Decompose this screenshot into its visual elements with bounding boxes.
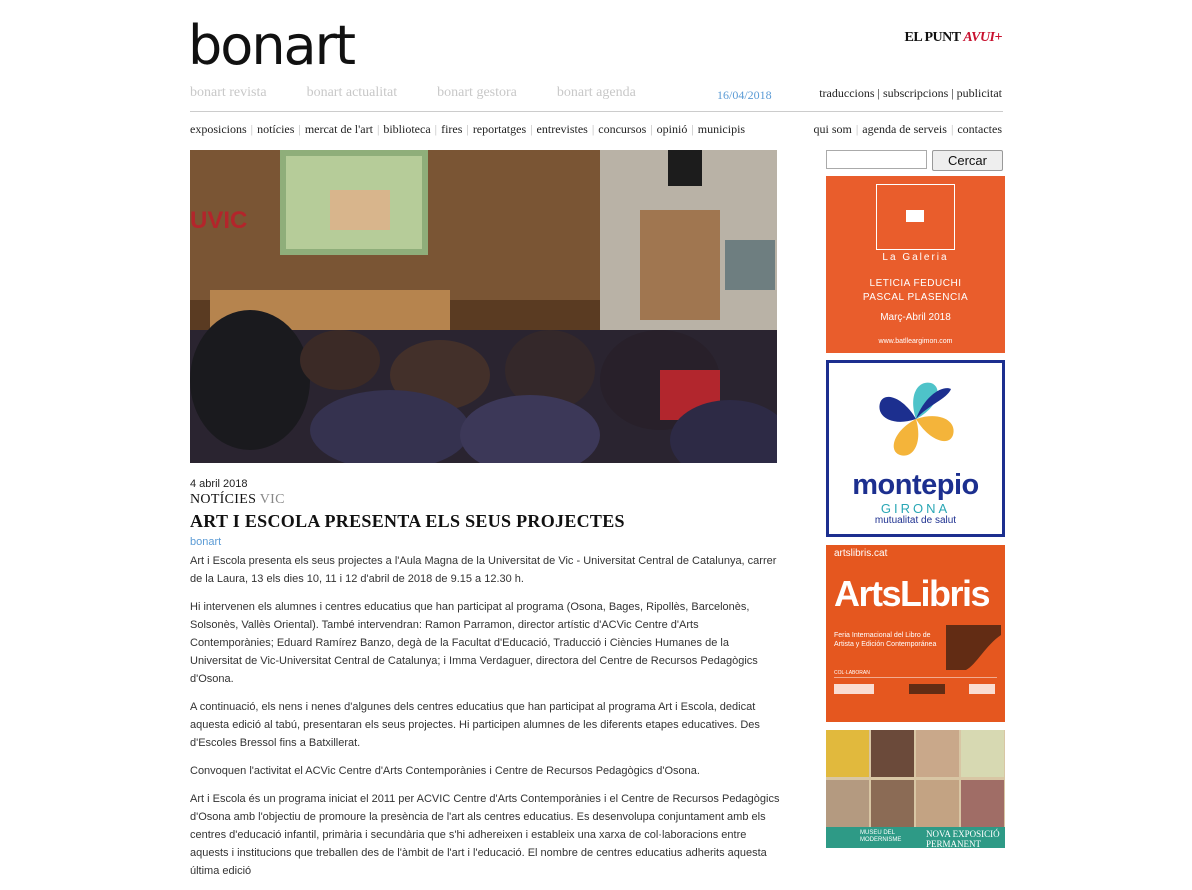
svg-text:UVIC: UVIC <box>190 207 248 234</box>
nav-concursos[interactable]: concursos <box>598 122 647 136</box>
separator: | <box>691 122 694 136</box>
link-publicitat[interactable]: publicitat <box>956 86 1002 100</box>
artslibris-title: ArtsLibris <box>834 573 990 614</box>
artwork-tile <box>826 730 869 777</box>
artwork-tile <box>871 780 914 827</box>
nav-noticies[interactable]: notícies <box>257 122 295 136</box>
article-author[interactable]: bonart <box>190 536 222 548</box>
search-input[interactable] <box>826 150 927 169</box>
top-links <box>819 86 1002 101</box>
montepio-flower-icon <box>873 375 959 465</box>
separator: | <box>434 122 438 136</box>
galeria-logo-square <box>906 210 924 222</box>
artwork-tile <box>871 730 914 777</box>
article-paragraph: Art i Escola presenta els seus projectes a l'Aula Magna de la Universitat de Vic - Universitat Central de Catalunya, carrer de la Laura, 13 els dies 10, 11 i 12 d'abril de 2018 de 9.15 a 12.30 h. <box>190 555 777 585</box>
artwork-tile <box>826 780 869 827</box>
separator: | <box>877 86 880 100</box>
nav-exposicions[interactable]: exposicions <box>190 122 247 136</box>
tab-actualitat[interactable]: bonart actualitat <box>306 85 398 100</box>
article-date: 4 abril 2018 <box>190 478 248 490</box>
article-section <box>190 492 285 508</box>
tab-agenda[interactable]: bonart agenda <box>556 85 636 100</box>
galeria-url: www.batlleargimon.com <box>878 338 953 345</box>
separator: | <box>250 122 254 136</box>
nav-qui-som[interactable]: qui som <box>813 122 852 136</box>
nav-contactes[interactable]: contactes <box>957 122 1002 136</box>
galeria-dates: Març-Abril 2018 <box>880 312 951 323</box>
article-photo <box>190 150 777 463</box>
article-paragraph: Hi intervenen els alumnes i centres educatius que han participat al programa (Osona, Bages, Ripollès, Barcelonès, Solsonès, Vallès Oriental). També intervendran: Ramon Parramon, director artístic d'ACVic Centre d'Arts Contemporànies; Eduard Ramírez Banzo, degà de la Facultat d'Educació, Traducció i Ciències Humanes de la Universitat de Vic-Universitat Central de Catalunya; i Imma Verdaguer, directora del Centre de Recursos Pedagògics d'Osona. <box>190 601 758 685</box>
museu-banner <box>826 827 1005 848</box>
article-paragraph: A continuació, els nens i nenes d'algunes dels centres educatius que han participat al programa Art i Escola, dedicat aquesta edició al tabú, presentaran els seus projectes. Hi participen alumnes de les diferents etapes educatives. Des d'Escoles Bressol fins a Batxillerat. <box>190 701 760 749</box>
artwork-tile <box>961 730 1004 777</box>
galeria-name: La Galeria <box>882 252 949 263</box>
partner-logo[interactable] <box>905 30 1002 46</box>
separator: | <box>950 122 954 136</box>
separator: | <box>951 86 954 100</box>
section-location[interactable]: VIC <box>259 492 285 507</box>
nav-entrevistes[interactable]: entrevistes <box>536 122 588 136</box>
ad-museu-modernisme[interactable] <box>826 730 1005 848</box>
nav-opinio[interactable]: opinió <box>656 122 688 136</box>
site-logo[interactable]: bonart <box>188 14 355 77</box>
nav-agenda-serveis[interactable]: agenda de serveis <box>862 122 947 136</box>
artslibris-subtitle: Feria Internacional del Libro de Artista y Edición Contemporánea <box>834 632 937 648</box>
ad-montepio[interactable] <box>826 360 1005 537</box>
ad-artslibris[interactable] <box>826 545 1005 722</box>
nav-mercat[interactable]: mercat de l'art <box>304 122 373 136</box>
artwork-tile <box>961 780 1004 827</box>
artslibris-decor-icon <box>946 625 1001 670</box>
separator: | <box>855 122 859 136</box>
nav-biblioteca[interactable]: biblioteca <box>383 122 431 136</box>
artslibris-url: artslibris.cat <box>834 548 888 559</box>
separator: | <box>298 122 301 136</box>
separator: | <box>466 122 469 136</box>
search-button[interactable]: Cercar <box>932 150 1003 171</box>
montepio-city: GIRONA <box>880 501 951 516</box>
article-paragraph: Art i Escola és un programa iniciat el 2011 per ACVIC Centre d'Arts Contemporànies i el Centre de Recursos Pedagògics d'Osona amb l'objectiu de promoure la presència de l'art als centres educatius. Es desenvolupa conjuntament amb els centres d'educació infantil, primària i secundària que s'hi adhereixen i estableix una xarxa de col·laboracions entre aquests i institucions que treballen des de l'àmbit de l'art i l'educació. El nombre de centres educatius adherits aquesta última edició <box>190 793 780 877</box>
separator: | <box>376 122 380 136</box>
montepio-tagline: mutualitat de salut <box>874 515 957 526</box>
current-date: 16/04/2018 <box>717 88 772 102</box>
partner-logo-a: EL PUNT <box>904 30 961 45</box>
partner-logo-b: AVUI+ <box>963 30 1002 45</box>
montepio-brand: montepio <box>852 469 979 501</box>
artslibris-colabora: COL·LABORAN <box>834 670 870 676</box>
article-paragraph: Convoquen l'activitat el ACVic Centre d'Arts Contemporànies i Centre de Recursos Pedagògics d'Osona. <box>190 765 700 777</box>
ad-galeria[interactable] <box>826 176 1005 353</box>
category-nav <box>190 122 745 137</box>
separator: | <box>530 122 533 136</box>
link-subscripcions[interactable]: subscripcions <box>882 86 949 100</box>
galeria-artist: LETICIA FEDUCHI <box>869 278 962 289</box>
article-title: ART I ESCOLA PRESENTA ELS SEUS PROJECTES <box>190 511 625 531</box>
site-tabs <box>190 85 676 101</box>
separator: | <box>650 122 653 136</box>
nav-reportatges[interactable]: reportatges <box>472 122 527 136</box>
artslibris-sponsor-logos <box>834 677 997 700</box>
separator: | <box>591 122 595 136</box>
museu-banner-text: NOVA EXPOSICIÓ PERMANENT <box>926 829 1000 848</box>
galeria-artist: PASCAL PLASENCIA <box>862 292 969 303</box>
tab-gestora[interactable]: bonart gestora <box>437 85 517 100</box>
nav-fires[interactable]: fires <box>441 122 463 136</box>
museu-name: MUSEU DEL MODERNISME <box>860 830 902 843</box>
info-nav <box>814 122 1002 137</box>
link-traduccions[interactable]: traduccions <box>819 86 875 100</box>
nav-municipis[interactable]: municipis <box>697 122 746 136</box>
tab-revista[interactable]: bonart revista <box>190 85 267 100</box>
header-divider <box>190 111 1003 112</box>
artwork-tile <box>916 780 959 827</box>
section-label[interactable]: NOTÍCIES <box>190 492 257 507</box>
article-body <box>190 552 780 890</box>
artwork-tile <box>916 730 959 777</box>
